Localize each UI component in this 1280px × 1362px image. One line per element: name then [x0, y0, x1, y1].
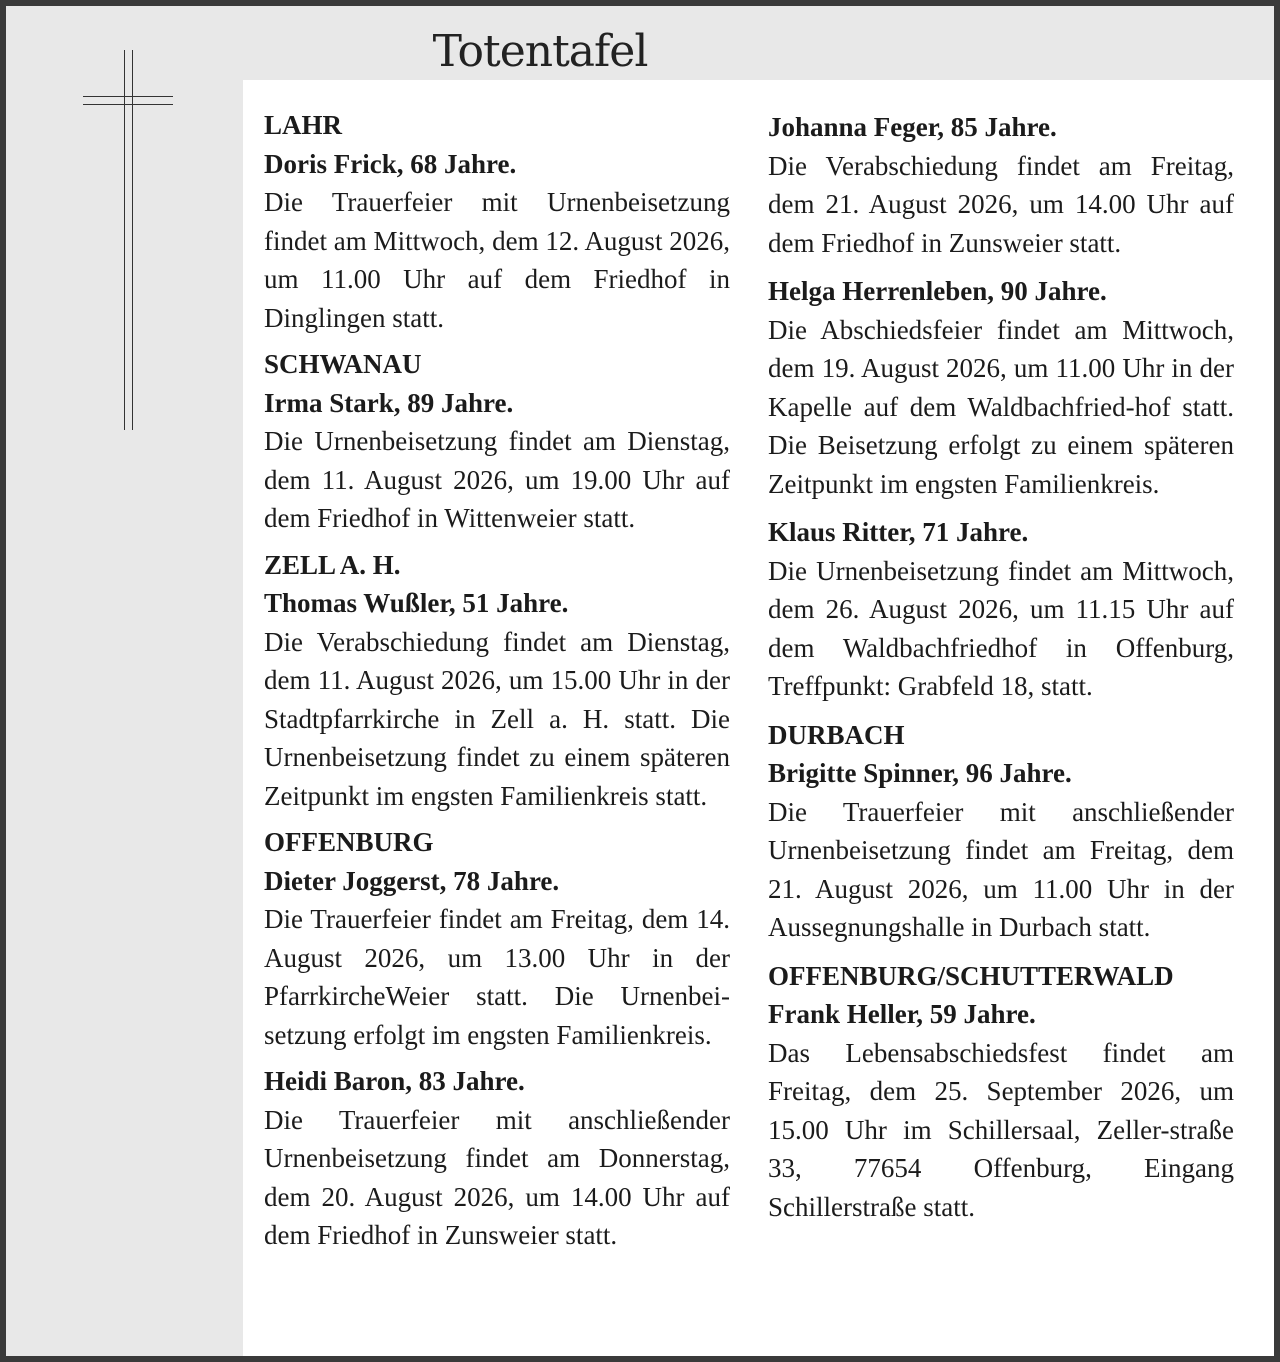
obituary-entry	[768, 957, 1234, 1227]
obituary-entry	[264, 106, 730, 337]
obituary-entry	[768, 716, 1234, 947]
obituary-entry	[768, 272, 1234, 503]
obituary-entry	[768, 108, 1234, 262]
deceased-name: Johanna Feger, 85 Jahre.	[768, 112, 1057, 142]
town-heading: LAHR	[264, 110, 343, 140]
service-text: Die Trauerfeier mit Urnenbeisetzung findet am Mittwoch, dem 12. August 2026, um 11.00 Uhr auf dem Friedhof in Dinglingen statt.	[264, 187, 730, 333]
service-text: Die Verabschiedung findet am Dienstag, dem 11. August 2026, um 15.00 Uhr in der Stadtpfarrkirche in Zell a. H. statt. Die Urnenbeisetzung findet zu einem späteren Zeitpunkt im engsten Familienkreis statt.	[264, 626, 730, 811]
service-text: Die Trauerfeier mit anschließender Urnenbeisetzung findet am Donnerstag, dem 20. August 2026, um 14.00 Uhr auf dem Friedhof in Zunsweier statt.	[264, 1104, 730, 1250]
deceased-name: Heidi Baron, 83 Jahre.	[264, 1066, 525, 1096]
obituary-entry	[264, 1062, 730, 1255]
town-heading: SCHWANAU	[264, 349, 422, 379]
town-heading: OFFENBURG/SCHUTTERWALD	[768, 960, 1174, 991]
town-heading: DURBACH	[768, 719, 905, 750]
town-heading: OFFENBURG	[264, 827, 434, 857]
deceased-name: Irma Stark, 89 Jahre.	[264, 387, 514, 418]
page-title: Totentafel	[432, 26, 648, 77]
service-text: Die Trauerfeier mit anschließender Urnenbeisetzung findet am Freitag, dem 21. August 2026, um 11.00 Uhr in der Aussegnungshalle in Durbach statt.	[768, 796, 1234, 942]
right-column	[768, 108, 1234, 1236]
deceased-name: Thomas Wußler, 51 Jahre.	[264, 588, 569, 618]
deceased-name: Helga Herrenleben, 90 Jahre.	[768, 276, 1107, 306]
town-heading: ZELL A. H.	[264, 549, 401, 580]
deceased-name: Frank Heller, 59 Jahre.	[768, 999, 1036, 1029]
obituary-entry	[264, 345, 730, 538]
service-text: Die Verabschiedung findet am Freitag, dem 21. August 2026, um 14.00 Uhr auf dem Friedhof in Zunsweier statt.	[768, 150, 1234, 258]
service-text: Die Abschiedsfeier findet am Mittwoch, dem 19. August 2026, um 11.00 Uhr in der Kapelle auf dem Waldbachfried-hof statt. Die Beisetzung erfolgt zu einem späteren Zeitpunkt im engsten Familienkreis.	[768, 314, 1234, 499]
deceased-name: Doris Frick, 68 Jahre.	[264, 148, 517, 179]
deceased-name: Dieter Joggerst, 78 Jahre.	[264, 865, 560, 896]
obituary-entry	[264, 546, 730, 816]
service-text: Die Urnenbeisetzung findet am Dienstag, dem 11. August 2026, um 19.00 Uhr auf dem Friedhof in Wittenweier statt.	[264, 426, 730, 533]
service-text: Die Urnenbeisetzung findet am Mittwoch, dem 26. August 2026, um 11.15 Uhr auf dem Waldbachfriedhof in Offenburg, Treffpunkt: Grabfeld 18, statt.	[768, 555, 1234, 701]
left-column	[264, 106, 730, 1263]
deceased-name: Brigitte Spinner, 96 Jahre.	[768, 758, 1072, 788]
obituary-entry	[264, 823, 730, 1054]
deceased-name: Klaus Ritter, 71 Jahre.	[768, 517, 1029, 547]
obituary-entry	[768, 513, 1234, 706]
service-text: Die Trauerfeier findet am Freitag, dem 14. August 2026, um 13.00 Uhr in der PfarrkircheWeier statt. Die Urnenbei-setzung erfolgt im engsten Familienkreis.	[264, 904, 730, 1050]
service-text: Das Lebensabschiedsfest findet am Freitag, dem 25. September 2026, um 15.00 Uhr im Schillersaal, Zeller-straße 33, 77654 Offenburg, Eingang Schillerstraße statt.	[768, 1037, 1234, 1222]
